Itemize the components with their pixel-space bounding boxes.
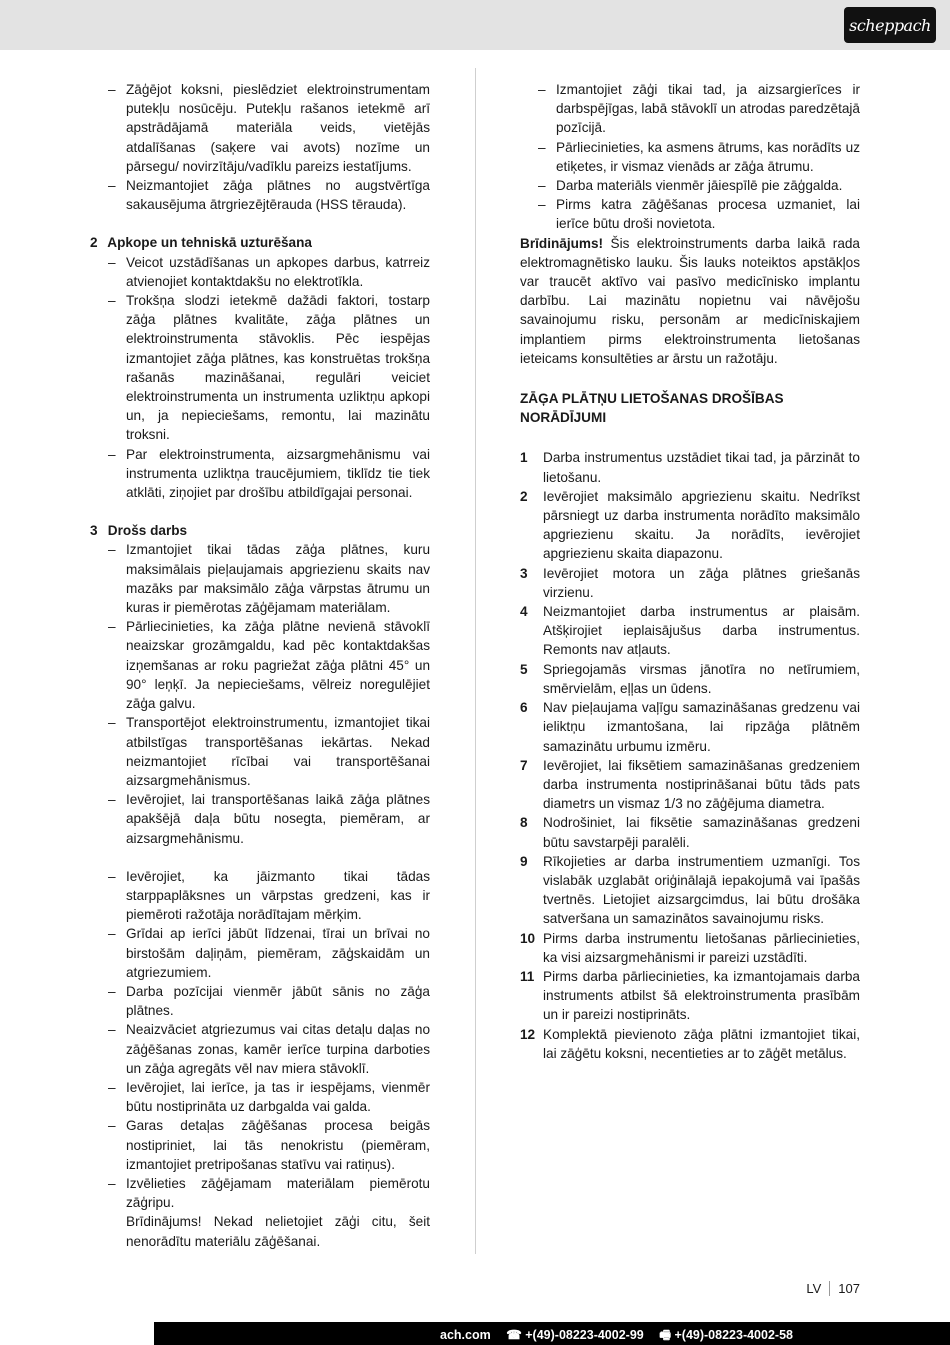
header-band [0, 0, 950, 50]
list-item: – Ievērojiet, lai ierīce, ja tas ir iespējams, vienmēr būtu nostiprināta uz darbgalda vai galda. [90, 1078, 430, 1116]
spacer [90, 848, 430, 867]
scheppach-logo [844, 7, 936, 43]
list-item: – Neizmantojiet zāģa plātnes no augstvērtīga sakausējuma ātrgriezējtērauda (HSS tērauda). [90, 176, 430, 214]
phone-text: ☎ +(49)-08223-4002-99 [506, 1328, 644, 1342]
warning-text: Šis elektroinstruments darba laikā rada elektromagnētisko lauku. Šis lauks noteiktos apstākļos var traucēt aktīvo vai pasīvo medicīnisko implantu darbību. Lai mazinātu nopietnu vai nāvējošu savainojumu risku, personām ar medicīniskajiem implantiem pirms elektroinstrumenta lietošanas ieteicams konsultēties ar ārstu un ražotāju. [520, 235, 860, 366]
numbered-list [520, 448, 860, 1063]
section-title: Apkope un tehniskā uzturēšana [107, 235, 312, 251]
numbered-item [520, 1025, 860, 1063]
item-text: Nav pieļaujama vaļīgu samazināšanas gredzenu vai ieliktņu izmantošana, lai ripzāģa plātnēm samazinātu urbumu izmēru. [543, 700, 860, 754]
item-text: Ievērojiet maksimālo apgriezienu skaitu. Nedrīkst pārsniegt uz darba instrumenta norādīto maksimālo apgriezienu skaitu. Ja norādīts, ievērojiet apgriezienu skaita diapazonu. [543, 488, 860, 562]
list-item: – Transportējot elektroinstrumentu, izmantojiet tikai atbilstīgas transportēšanas iekārtas. Nekad neizmantojiet rīcībai vai transportēšanai aizsargmehānismus. [90, 713, 430, 790]
item-text: Ievērojiet motora un zāģa plātnes griešanās virzienu. [543, 565, 860, 600]
numbered-item [520, 756, 860, 814]
contact-info [440, 1326, 805, 1345]
item-text: Komplektā pievienoto zāģa plātni izmantojiet tikai, lai zāģētu koksni, necentieties ar to zāģēt metālus. [543, 1026, 860, 1061]
blade-safety-heading: ZĀĢA PLĀTŅU LIETOŠANAS DROŠĪBAS NORĀDĪJUMI [520, 391, 784, 426]
numbered-item [520, 929, 860, 967]
logo-text: scheppach [849, 15, 931, 35]
item-number: 7 [520, 757, 528, 773]
list-item: – Darba pozīcijai vienmēr jābūt sānis no zāģa plātnes. [90, 982, 430, 1020]
list-item: – Par elektroinstrumenta, aizsargmehānismu vai instrumenta uzliktņa traucējumiem, tiklīdz tie tiek atklāti, ziņojiet par drošību atbildīgajai personai. [90, 445, 430, 503]
list-item: – Izmantojiet tikai tādas zāģa plātnes, kuru maksimālais pieļaujamais apgriezienu skaits nav mazāks par maksimālo zāģa vārpstas ātrumu un kuras ir piemērotas zāģējamam materiālam. [90, 540, 430, 617]
item-text: Darba instrumentus uzstādiet tikai tad, ja pārzināt to lietošanu. [543, 450, 860, 485]
item-number: 3 [520, 565, 528, 581]
list-item: – Pārliecinieties, ka asmens ātrums, kas norādīts uz etiķetes, ir vismaz vienāds ar zāģa ātrumu. [520, 138, 860, 176]
item-text: Rīkojieties ar darba instrumentiem uzmanīgi. Tos vislabāk uzglabāt oriģinālajā iepakojumā vai īpašās tvertnēs. Lietojiet aizsargcimdus, lai būtu drošāka satveršana un samazinātos savainojumu risks. [543, 853, 860, 927]
list-item: – Veicot uzstādīšanas un apkopes darbus, katrreiz atvienojiet kontaktdakšu no elektrotīkla. [90, 253, 430, 291]
item-text: Spriegojamās virsmas jānotīra no netīrumiem, smērvielām, eļļas un ūdens. [543, 661, 860, 696]
item-number: 1 [520, 450, 528, 466]
list-item: – Zāģējot koksni, pieslēdziet elektroinstrumentam putekļu nosūcēju. Putekļu rašanos ietekmē arī apstrādājamā materiāla veids, vietējās atdalīšanas (saķere vai avots) nozīme un pārsegu/ novirzītāju/vadīklu pareizs iestatījums. [90, 80, 430, 176]
language-code: LV [806, 1281, 830, 1296]
numbered-item [520, 852, 860, 929]
page-footer [806, 1281, 860, 1296]
column-divider [475, 68, 476, 1254]
item-text: Neizmantojiet darba instrumentus ar plaisām. Atšķirojiet ieplaisājušus darba instrumentus. Remonts nav atļauts. [543, 604, 860, 658]
contact-bar-blank [0, 1322, 154, 1345]
list-item: – Ievērojiet, ka jāizmanto tikai tādas starppaplāksnes un vārpstas gredzeni, kas ir piemēroti ražotāja norādītajam mērķim. [90, 867, 430, 925]
list-item: – Neaizvāciet atgriezumus vai citas detaļu daļas no zāģēšanas zonas, kamēr ierīce turpina darboties un zāģa agregāts vēl nav miera stāvoklī. [90, 1020, 430, 1078]
numbered-item [520, 564, 860, 602]
item-text: Nodrošiniet, lai fiksētie samazināšanas gredzeni būtu savstarpēji paralēli. [543, 815, 860, 850]
numbered-item [520, 602, 860, 660]
item-number: 4 [520, 604, 528, 620]
item-number: 6 [520, 700, 528, 716]
numbered-item [520, 660, 860, 698]
numbered-item [520, 698, 860, 756]
numbered-item [520, 967, 860, 1025]
item-number: 11 [520, 968, 535, 984]
section-2-heading [90, 233, 430, 252]
numbered-item [520, 487, 860, 564]
item-text: Ievērojiet, lai fiksētiem samazināšanas gredzeniem darba instrumenta nostiprināšanai būtu tāds pats diametrs un vismaz 1/3 no zāģējuma diametra. [543, 757, 860, 812]
warning-label: Brīdinājums! [520, 235, 604, 251]
section-number: 3 [90, 523, 98, 539]
section-3-heading [90, 521, 430, 540]
emf-warning [520, 234, 860, 368]
item-number: 9 [520, 853, 528, 869]
item-number: 5 [520, 661, 528, 677]
closing-warning: Brīdinājums! Nekad nelietojiet zāģi citu, šeit nenorādītu materiālu zāģēšanai. [126, 1214, 430, 1249]
section-number: 2 [90, 235, 98, 251]
numbered-item [520, 813, 860, 851]
list-item: – Izvēlieties zāģējamam materiālam piemērotu zāģripu. [90, 1174, 430, 1212]
list-item: – Grīdai ap ierīci jābūt līdzenai, tīrai un brīvai no birstošām daļiņām, piemēram, zāģskaidām un atgriezumiem. [90, 924, 430, 982]
list-item: – Trokšņa slodzi ietekmē dažādi faktori, tostarp zāģa plātnes kvalitāte, zāģa plātnes un elektroinstrumenta stāvoklis. Pēc iespējas izmantojiet zāģa plātnes, kas konstruētas trokšņa rašanās mazināšanai, regulāri veiciet elektroinstrumenta un instrumenta uzliktņu apkopi un, ja nepieciešams, remontu, lai mazinātu troksni. [90, 291, 430, 445]
item-text: Pirms darba pārliecinieties, ka izmantojamais darba instruments atbilst šā elektroinstrumenta prasībām un ir pareizi nostiprināts. [543, 968, 860, 1023]
list-item: – Garas detaļas zāģēšanas procesa beigās nostipriniet, lai tās nenokristu (piemēram, izmantojiet pretripošanas statīvu vai ratiņus). [90, 1116, 430, 1174]
item-text: Pirms darba instrumentu lietošanas pārliecinieties, ka visi aizsargmehānismi ir pareizi uzstādīti. [543, 930, 860, 965]
contact-bar [0, 1322, 950, 1345]
list-item: – Ievērojiet, lai transportēšanas laikā zāģa plātnes apakšējā daļa būtu nosegta, piemēram, ar aizsargmehānismu. [90, 790, 430, 848]
list-item: – Izmantojiet zāģi tikai tad, ja aizsargierīces ir darbspējīgas, labā stāvoklī un atrodas paredzētajā pozīcijā. [520, 80, 860, 138]
item-number: 10 [520, 930, 536, 946]
left-column [90, 80, 430, 1251]
right-column [520, 80, 860, 1063]
website-text: ach.com [440, 1328, 491, 1342]
item-number: 12 [520, 1026, 536, 1042]
section-title: Drošs darbs [107, 523, 188, 539]
list-item: – Darba materiāls vienmēr jāiespīlē pie zāģgalda. [520, 176, 860, 195]
list-item: – Pārliecinieties, ka zāģa plātne nevienā stāvoklī neaizskar grozāmgaldu, kad pēc kontaktdakšas izņemšanas ar roku pagriežat zāģa plātni 45° un 90° leņķī. Ja nepieciešams, vēlreiz noregulējiet zāģa galvu. [90, 617, 430, 713]
page-number: 107 [838, 1281, 860, 1296]
item-number: 2 [520, 488, 528, 504]
fax-text: 🖷 +(49)-08223-4002-58 [659, 1328, 793, 1342]
item-number: 8 [520, 815, 528, 831]
numbered-item [520, 448, 860, 486]
list-item: – Pirms katra zāģēšanas procesa uzmaniet, lai ierīce būtu droši novietota. [520, 195, 860, 233]
